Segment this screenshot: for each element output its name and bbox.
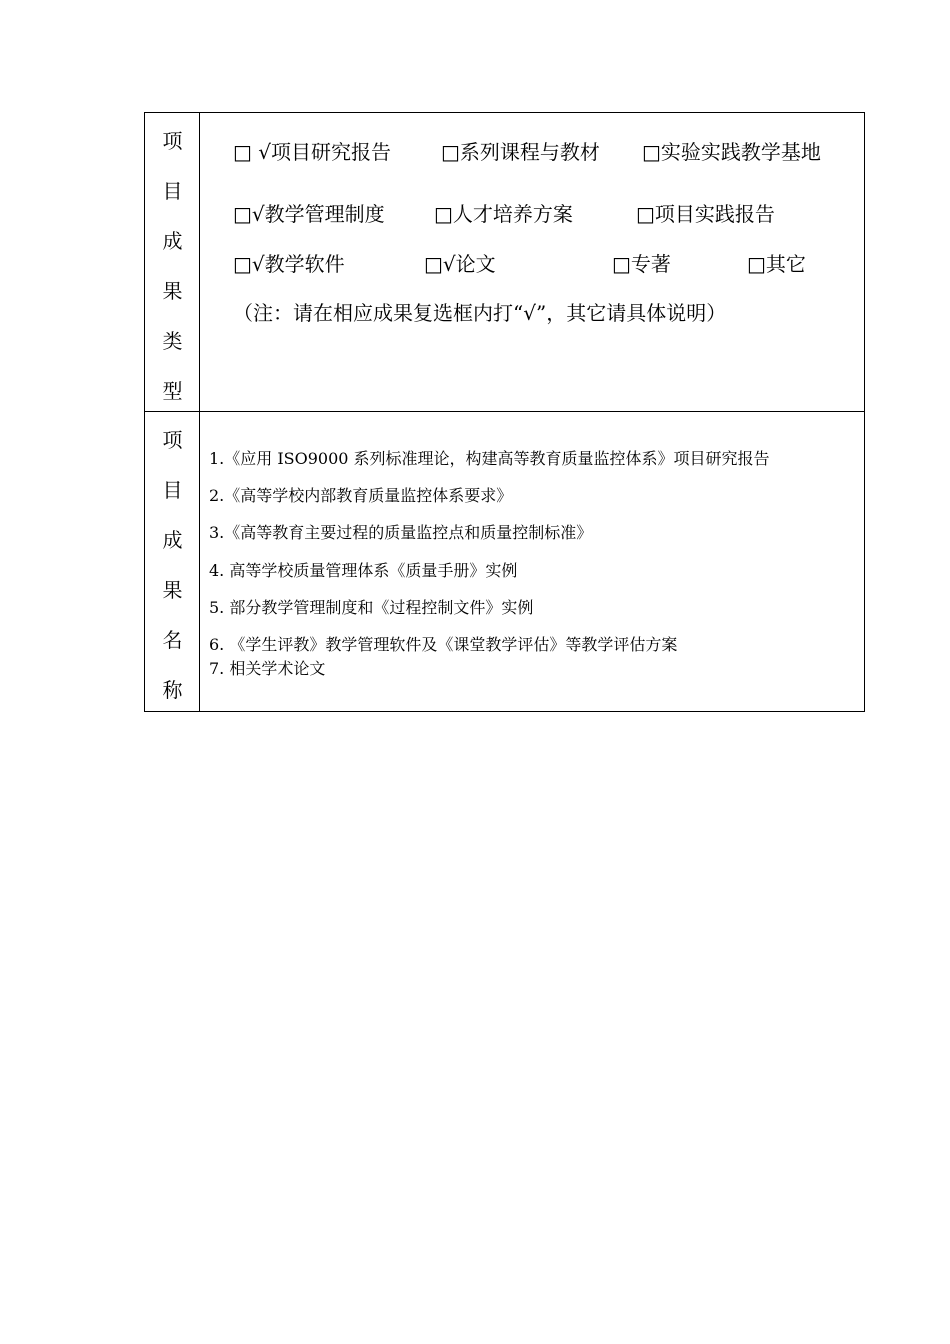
list-item: 1.《应用 ISO9000 系列标准理论，构建高等教育质量监控体系》项目研究报告 <box>209 449 770 468</box>
checkbox-other[interactable]: □其它 <box>747 252 806 276</box>
checkbox-paper[interactable]: □√论文 <box>424 252 496 276</box>
list-item: 5. 部分教学管理制度和《过程控制文件》实例 <box>209 598 534 617</box>
label-char: 成 <box>162 528 183 552</box>
checkbox-research-report[interactable]: □ √项目研究报告 <box>233 140 391 164</box>
achievement-name-row <box>145 412 864 711</box>
achievement-type-label <box>145 113 200 411</box>
achievement-type-row <box>145 113 864 412</box>
label-char: 类 <box>162 329 183 353</box>
checkbox-training-plan[interactable]: □人才培养方案 <box>434 202 573 226</box>
label-char: 成 <box>162 229 183 253</box>
checkbox-practice-base[interactable]: □实验实践教学基地 <box>642 140 821 164</box>
achievement-form-table <box>144 112 865 712</box>
label-char: 目 <box>162 478 183 502</box>
achievement-name-list <box>200 412 864 711</box>
label-char: 目 <box>162 179 183 203</box>
label-char: 名 <box>162 628 183 652</box>
checkbox-practice-report[interactable]: □项目实践报告 <box>636 202 775 226</box>
label-char: 称 <box>162 678 183 702</box>
list-item: 2.《高等学校内部教育质量监控体系要求》 <box>209 486 513 505</box>
list-item: 7. 相关学术论文 <box>209 659 326 678</box>
list-item: 3.《高等教育主要过程的质量监控点和质量控制标准》 <box>209 523 593 542</box>
instruction-note: （注：请在相应成果复选框内打“√”，其它请具体说明） <box>233 301 727 325</box>
label-char: 果 <box>162 578 183 602</box>
list-item: 6. 《学生评教》教学管理软件及《课堂教学评估》等教学评估方案 <box>209 635 678 654</box>
checkbox-monograph[interactable]: □专著 <box>612 252 671 276</box>
list-item: 4. 高等学校质量管理体系《质量手册》实例 <box>209 561 518 580</box>
checkbox-teaching-software[interactable]: □√教学软件 <box>233 252 345 276</box>
achievement-name-label <box>145 412 200 711</box>
label-char: 项 <box>162 428 183 452</box>
checkbox-management-system[interactable]: □√教学管理制度 <box>233 202 385 226</box>
label-char: 项 <box>162 129 183 153</box>
achievement-type-options <box>200 113 864 411</box>
label-char: 果 <box>162 279 183 303</box>
label-char: 型 <box>162 379 183 403</box>
checkbox-course-materials[interactable]: □系列课程与教材 <box>441 140 600 164</box>
